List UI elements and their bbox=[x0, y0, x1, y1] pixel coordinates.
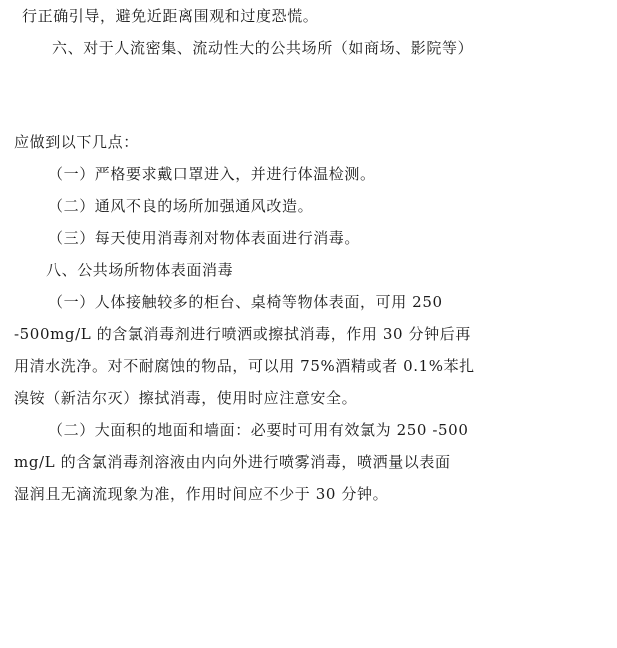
paragraph-2-line-3: 湿润且无滴流现象为准，作用时间应不少于 30 分钟。 bbox=[14, 485, 389, 503]
list-item-3: （三）每天使用消毒剂对物体表面进行消毒。 bbox=[48, 229, 361, 247]
section-six-heading: 六、对于人流密集、流动性大的公共场所（如商场、影院等） bbox=[52, 39, 474, 57]
paragraph-1-line-4: 溴铵（新洁尔灭）擦拭消毒，使用时应注意安全。 bbox=[14, 389, 358, 407]
list-item-1: （一）严格要求戴口罩进入，并进行体温检测。 bbox=[48, 165, 376, 183]
text-line-3: 应做到以下几点： bbox=[14, 133, 139, 151]
section-eight-heading: 八、公共场所物体表面消毒 bbox=[46, 261, 234, 279]
text-line-1: 行正确引导，避免近距离围观和过度恐慌。 bbox=[22, 7, 319, 25]
paragraph-1-line-3: 用清水洗净。对不耐腐蚀的物品，可以用 75%酒精或者 0.1%苯扎 bbox=[14, 357, 475, 375]
list-item-2: （二）通风不良的场所加强通风改造。 bbox=[48, 197, 314, 215]
paragraph-2-line-2: mg/L 的含氯消毒剂溶液由内向外进行喷雾消毒，喷洒量以表面 bbox=[14, 453, 451, 471]
paragraph-1-line-2: -500mg/L 的含氯消毒剂进行喷洒或擦拭消毒，作用 30 分钟后再 bbox=[14, 325, 471, 343]
paragraph-2-line-1: （二）大面积的地面和墙面：必要时可用有效氯为 250 -500 bbox=[48, 421, 469, 439]
paragraph-1-line-1: （一）人体接触较多的柜台、桌椅等物体表面，可用 250 bbox=[48, 293, 443, 311]
